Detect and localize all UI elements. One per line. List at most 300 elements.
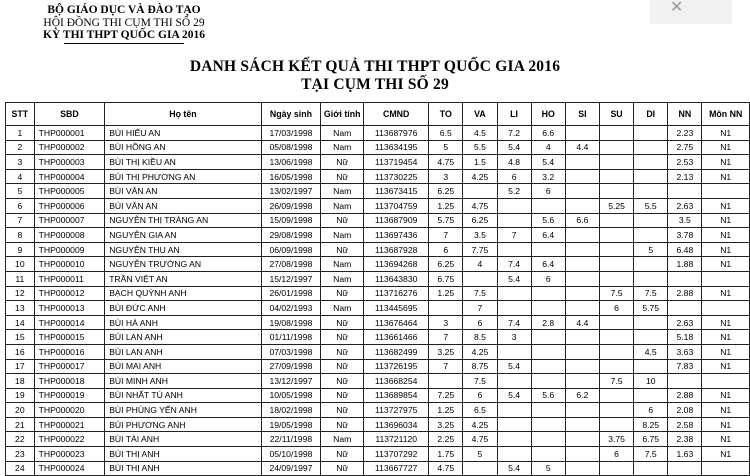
- table-cell: 7.5: [463, 374, 497, 389]
- table-cell: BẠCH QUỲNH ANH: [105, 286, 262, 301]
- table-row: [6, 271, 750, 286]
- table-cell: 2.23: [668, 126, 702, 141]
- table-row: [6, 417, 750, 432]
- table-cell: [599, 315, 633, 330]
- table-cell: [497, 447, 531, 462]
- table-cell: 6.25: [429, 257, 463, 272]
- table-row: [6, 140, 750, 155]
- table-cell: 21: [6, 417, 35, 432]
- table-cell: BÙI LAN ANH: [105, 330, 262, 345]
- table-cell: Nữ: [321, 461, 364, 476]
- table-cell: 6: [634, 403, 668, 418]
- table-cell: [599, 330, 633, 345]
- table-cell: [634, 228, 668, 243]
- column-header: DI: [634, 103, 668, 126]
- table-cell: 4.5: [463, 126, 497, 141]
- table-cell: 7.4: [497, 257, 531, 272]
- table-cell: 7.83: [668, 359, 702, 374]
- table-cell: 5.4: [497, 140, 531, 155]
- table-cell: [634, 359, 668, 374]
- table-cell: 5.6: [531, 213, 565, 228]
- table-cell: 5.4: [497, 359, 531, 374]
- table-cell: Nam: [321, 228, 364, 243]
- table-cell: [599, 126, 633, 141]
- table-cell: 113687928: [364, 242, 429, 257]
- table-row: [6, 374, 750, 389]
- table-cell: [668, 184, 702, 199]
- table-cell: 5.2: [497, 184, 531, 199]
- table-cell: 113697436: [364, 228, 429, 243]
- table-cell: [531, 330, 565, 345]
- table-cell: 6: [599, 301, 633, 316]
- column-header: CMND: [364, 103, 429, 126]
- table-cell: 16/05/1998: [261, 169, 321, 184]
- table-cell: [599, 228, 633, 243]
- table-cell: [463, 461, 497, 476]
- table-cell: 7.2: [497, 126, 531, 141]
- table-cell: 5.75: [429, 213, 463, 228]
- table-cell: 9: [6, 242, 35, 257]
- table-cell: 2: [6, 140, 35, 155]
- table-cell: 27/09/1998: [261, 359, 321, 374]
- table-cell: 5.75: [634, 301, 668, 316]
- table-cell: 7: [429, 228, 463, 243]
- table-cell: 6: [531, 271, 565, 286]
- table-cell: [565, 155, 599, 170]
- table-cell: [634, 330, 668, 345]
- table-cell: BÙI THỊ KIỀU AN: [105, 155, 262, 170]
- table-cell: 15/09/1998: [261, 213, 321, 228]
- table-cell: 10: [634, 374, 668, 389]
- table-cell: 2.88: [668, 388, 702, 403]
- table-cell: [565, 432, 599, 447]
- table-cell: 4.25: [463, 344, 497, 359]
- table-cell: [702, 271, 750, 286]
- table-cell: 1.88: [668, 257, 702, 272]
- table-cell: [634, 257, 668, 272]
- table-cell: 13/12/1997: [261, 374, 321, 389]
- table-cell: 113634195: [364, 140, 429, 155]
- table-cell: 5.4: [497, 461, 531, 476]
- table-cell: [429, 374, 463, 389]
- table-cell: 5.25: [599, 198, 633, 213]
- table-cell: 11: [6, 271, 35, 286]
- table-cell: 6: [463, 315, 497, 330]
- table-cell: 6.6: [531, 126, 565, 141]
- table-cell: 4.75: [429, 155, 463, 170]
- table-cell: 24: [6, 461, 35, 476]
- table-cell: 7.5: [599, 374, 633, 389]
- close-icon[interactable]: ✕: [670, 0, 684, 16]
- table-cell: 7.5: [463, 286, 497, 301]
- table-cell: BÙI HÀ ANH: [105, 315, 262, 330]
- table-cell: [565, 403, 599, 418]
- table-row: [6, 213, 750, 228]
- table-cell: Nữ: [321, 344, 364, 359]
- table-cell: 1.75: [429, 447, 463, 462]
- table-cell: THP000015: [34, 330, 105, 345]
- table-cell: 05/10/1998: [261, 447, 321, 462]
- table-cell: 6: [6, 198, 35, 213]
- table-cell: 7.25: [429, 388, 463, 403]
- table-cell: 5.4: [497, 271, 531, 286]
- table-cell: THP000009: [34, 242, 105, 257]
- table-cell: [531, 417, 565, 432]
- table-cell: 17/03/1998: [261, 126, 321, 141]
- table-cell: [565, 198, 599, 213]
- table-cell: [702, 461, 750, 476]
- table-cell: Nam: [321, 301, 364, 316]
- table-cell: THP000023: [34, 447, 105, 462]
- table-cell: [634, 315, 668, 330]
- table-cell: [634, 169, 668, 184]
- table-cell: 6.4: [531, 228, 565, 243]
- table-cell: 7.4: [497, 315, 531, 330]
- table-cell: [599, 388, 633, 403]
- table-cell: 5: [6, 184, 35, 199]
- table-cell: 7.75: [463, 242, 497, 257]
- table-cell: 113687909: [364, 213, 429, 228]
- table-row: [6, 257, 750, 272]
- table-cell: 10: [6, 257, 35, 272]
- table-cell: BÙI THỊ PHƯƠNG AN: [105, 169, 262, 184]
- table-cell: N1: [702, 228, 750, 243]
- table-cell: N1: [702, 417, 750, 432]
- viewer-corner-button[interactable]: [650, 0, 732, 24]
- table-cell: 13/06/1998: [261, 155, 321, 170]
- table-cell: 2.25: [429, 432, 463, 447]
- table-cell: 19/05/1998: [261, 417, 321, 432]
- column-header: SBD: [34, 103, 105, 126]
- table-cell: 12: [6, 286, 35, 301]
- table-cell: N1: [702, 403, 750, 418]
- table-cell: [634, 184, 668, 199]
- table-cell: Nam: [321, 198, 364, 213]
- table-cell: [702, 301, 750, 316]
- table-cell: [634, 140, 668, 155]
- table-cell: BÙI THỊ ANH: [105, 447, 262, 462]
- table-cell: 5.18: [668, 330, 702, 345]
- table-cell: BÙI ĐỨC ANH: [105, 301, 262, 316]
- table-row: [6, 388, 750, 403]
- table-cell: [599, 461, 633, 476]
- table-cell: N1: [702, 344, 750, 359]
- table-cell: [565, 447, 599, 462]
- table-cell: THP000020: [34, 403, 105, 418]
- table-cell: [429, 301, 463, 316]
- table-cell: THP000007: [34, 213, 105, 228]
- page-subtitle: TẠI CỤM THI SỐ 29: [301, 76, 449, 93]
- table-cell: 3: [497, 330, 531, 345]
- table-cell: THP000005: [34, 184, 105, 199]
- table-row: [6, 344, 750, 359]
- table-cell: [565, 169, 599, 184]
- table-cell: Nữ: [321, 213, 364, 228]
- table-cell: 6.5: [463, 403, 497, 418]
- table-cell: [634, 155, 668, 170]
- column-header: SI: [565, 103, 599, 126]
- table-cell: 4: [6, 169, 35, 184]
- table-cell: THP000003: [34, 155, 105, 170]
- table-row: [6, 301, 750, 316]
- table-cell: 20: [6, 403, 35, 418]
- column-header: Họ tên: [105, 103, 262, 126]
- table-cell: 113643830: [364, 271, 429, 286]
- table-cell: N1: [702, 140, 750, 155]
- table-cell: 19/08/1998: [261, 315, 321, 330]
- table-cell: 4.75: [463, 198, 497, 213]
- table-cell: N1: [702, 213, 750, 228]
- table-cell: Nữ: [321, 374, 364, 389]
- table-cell: 113676464: [364, 315, 429, 330]
- column-header: Môn NN: [702, 103, 750, 126]
- table-cell: 5.6: [531, 388, 565, 403]
- table-row: [6, 155, 750, 170]
- table-cell: 5.4: [531, 155, 565, 170]
- table-cell: [668, 461, 702, 476]
- table-cell: 18: [6, 374, 35, 389]
- table-cell: 3.63: [668, 344, 702, 359]
- table-cell: 14: [6, 315, 35, 330]
- table-cell: [565, 184, 599, 199]
- table-cell: N1: [702, 242, 750, 257]
- table-cell: 8: [6, 228, 35, 243]
- table-cell: [531, 198, 565, 213]
- table-cell: THP000018: [34, 374, 105, 389]
- document-header: [30, 4, 218, 44]
- table-cell: [668, 374, 702, 389]
- table-cell: N1: [702, 198, 750, 213]
- table-cell: [599, 184, 633, 199]
- table-cell: Nam: [321, 140, 364, 155]
- table-cell: N1: [702, 286, 750, 301]
- table-cell: 2.58: [668, 417, 702, 432]
- table-cell: 4.8: [497, 155, 531, 170]
- column-header: HO: [531, 103, 565, 126]
- table-cell: 06/09/1998: [261, 242, 321, 257]
- table-cell: 113716276: [364, 286, 429, 301]
- table-row: [6, 198, 750, 213]
- table-cell: [599, 359, 633, 374]
- table-cell: Nữ: [321, 155, 364, 170]
- table-cell: 6.75: [429, 271, 463, 286]
- table-cell: 2.63: [668, 198, 702, 213]
- table-cell: 05/08/1998: [261, 140, 321, 155]
- table-cell: [565, 301, 599, 316]
- table-cell: 5.5: [634, 198, 668, 213]
- table-cell: BÙI MINH ANH: [105, 374, 262, 389]
- table-cell: THP000022: [34, 432, 105, 447]
- table-cell: 3.2: [531, 169, 565, 184]
- table-cell: N1: [702, 155, 750, 170]
- table-cell: NGUYỄN THỊ TRÀNG AN: [105, 213, 262, 228]
- table-cell: BÙI LAN ANH: [105, 344, 262, 359]
- table-cell: Nữ: [321, 403, 364, 418]
- column-header: LI: [497, 103, 531, 126]
- column-header: SU: [599, 103, 633, 126]
- table-cell: 3.78: [668, 228, 702, 243]
- exam-name: KỲ THI THPT QUỐC GIA 2016: [43, 29, 205, 41]
- table-cell: [599, 242, 633, 257]
- table-cell: [565, 126, 599, 141]
- table-cell: Nam: [321, 126, 364, 141]
- table-cell: 4.25: [463, 169, 497, 184]
- table-cell: BÙI MAI ANH: [105, 359, 262, 374]
- table-cell: [634, 461, 668, 476]
- table-cell: 8.5: [463, 330, 497, 345]
- table-cell: NGUYỄN GIA AN: [105, 228, 262, 243]
- table-row: [6, 461, 750, 476]
- table-cell: [497, 432, 531, 447]
- table-cell: 19: [6, 388, 35, 403]
- table-body: [6, 126, 750, 476]
- table-cell: THP000001: [34, 126, 105, 141]
- table-cell: 113687976: [364, 126, 429, 141]
- column-header: Giới tính: [321, 103, 364, 126]
- table-cell: 3: [429, 169, 463, 184]
- table-cell: [497, 301, 531, 316]
- table-cell: Nữ: [321, 330, 364, 345]
- table-cell: 07/03/1998: [261, 344, 321, 359]
- table-row: [6, 126, 750, 141]
- table-cell: 113694268: [364, 257, 429, 272]
- table-cell: TRẦN VIỆT AN: [105, 271, 262, 286]
- table-cell: 113445695: [364, 301, 429, 316]
- table-cell: [599, 140, 633, 155]
- table-cell: [497, 286, 531, 301]
- table-cell: 4.4: [565, 315, 599, 330]
- table-cell: 113727975: [364, 403, 429, 418]
- table-cell: 4.4: [565, 140, 599, 155]
- table-cell: 2.08: [668, 403, 702, 418]
- table-cell: [531, 344, 565, 359]
- table-cell: [565, 271, 599, 286]
- table-cell: N1: [702, 169, 750, 184]
- table-row: [6, 286, 750, 301]
- table-row: [6, 403, 750, 418]
- table-cell: 5: [634, 242, 668, 257]
- table-cell: [531, 242, 565, 257]
- table-cell: [634, 388, 668, 403]
- table-cell: [463, 184, 497, 199]
- table-cell: [599, 417, 633, 432]
- table-cell: N1: [702, 126, 750, 141]
- table-cell: 3.5: [668, 213, 702, 228]
- table-cell: 13: [6, 301, 35, 316]
- table-cell: [497, 374, 531, 389]
- table-cell: 13/02/1997: [261, 184, 321, 199]
- table-cell: 7.5: [599, 286, 633, 301]
- table-cell: 113661466: [364, 330, 429, 345]
- table-cell: [565, 417, 599, 432]
- table-cell: 4.25: [463, 417, 497, 432]
- table-cell: 04/02/1993: [261, 301, 321, 316]
- table-row: [6, 447, 750, 462]
- table-cell: 27/08/1998: [261, 257, 321, 272]
- table-cell: 15/12/1997: [261, 271, 321, 286]
- table-cell: [668, 271, 702, 286]
- table-cell: 113726195: [364, 359, 429, 374]
- table-cell: 6.25: [463, 213, 497, 228]
- table-cell: Nữ: [321, 417, 364, 432]
- council-name: HỘI ĐỒNG THI CỤM THI SỐ 29: [43, 16, 205, 29]
- table-cell: [565, 242, 599, 257]
- table-cell: 2.13: [668, 169, 702, 184]
- table-cell: [599, 344, 633, 359]
- table-cell: 113721120: [364, 432, 429, 447]
- table-cell: THP000019: [34, 388, 105, 403]
- table-cell: Nữ: [321, 286, 364, 301]
- table-cell: 15: [6, 330, 35, 345]
- table-cell: 18/02/1998: [261, 403, 321, 418]
- table-cell: [565, 374, 599, 389]
- table-cell: 1.63: [668, 447, 702, 462]
- table-cell: [599, 403, 633, 418]
- table-cell: [497, 242, 531, 257]
- table-cell: Nam: [321, 184, 364, 199]
- table-cell: N1: [702, 359, 750, 374]
- table-cell: 1.5: [463, 155, 497, 170]
- table-cell: N1: [702, 315, 750, 330]
- table-cell: 2.88: [668, 286, 702, 301]
- table-cell: 6: [599, 447, 633, 462]
- table-cell: 3: [429, 315, 463, 330]
- table-cell: N1: [702, 388, 750, 403]
- table-cell: 6: [497, 169, 531, 184]
- table-cell: BÙI HỒNG AN: [105, 140, 262, 155]
- table-cell: 2.8: [531, 315, 565, 330]
- table-row: [6, 184, 750, 199]
- table-cell: N1: [702, 432, 750, 447]
- table-cell: THP000017: [34, 359, 105, 374]
- table-cell: N1: [702, 447, 750, 462]
- table-cell: 16: [6, 344, 35, 359]
- table-cell: BÙI NHẤT TÚ ANH: [105, 388, 262, 403]
- table-cell: 3.25: [429, 344, 463, 359]
- table-cell: Nữ: [321, 242, 364, 257]
- table-cell: 10/05/1998: [261, 388, 321, 403]
- table-cell: BÙI VĂN AN: [105, 184, 262, 199]
- header-underline: [64, 43, 184, 44]
- table-cell: 5: [463, 447, 497, 462]
- table-cell: NGUYỄN THU AN: [105, 242, 262, 257]
- table-cell: 22/11/1998: [261, 432, 321, 447]
- column-header: NN: [668, 103, 702, 126]
- table-cell: 7: [429, 359, 463, 374]
- table-cell: THP000024: [34, 461, 105, 476]
- table-cell: THP000002: [34, 140, 105, 155]
- table-cell: THP000014: [34, 315, 105, 330]
- table-cell: [497, 417, 531, 432]
- table-cell: N1: [702, 257, 750, 272]
- table-cell: Nữ: [321, 169, 364, 184]
- table-cell: 23: [6, 447, 35, 462]
- table-cell: 6.48: [668, 242, 702, 257]
- table-cell: BÙI PHÙNG YẾN ANH: [105, 403, 262, 418]
- table-cell: [497, 344, 531, 359]
- table-cell: Nữ: [321, 315, 364, 330]
- table-cell: 6.25: [429, 184, 463, 199]
- table-cell: [531, 403, 565, 418]
- table-cell: 4: [531, 140, 565, 155]
- table-row: [6, 432, 750, 447]
- table-cell: BÙI PHƯƠNG ANH: [105, 417, 262, 432]
- results-table: [5, 102, 750, 476]
- table-cell: 4.5: [634, 344, 668, 359]
- table-cell: [599, 155, 633, 170]
- table-cell: 5: [429, 140, 463, 155]
- table-row: [6, 169, 750, 184]
